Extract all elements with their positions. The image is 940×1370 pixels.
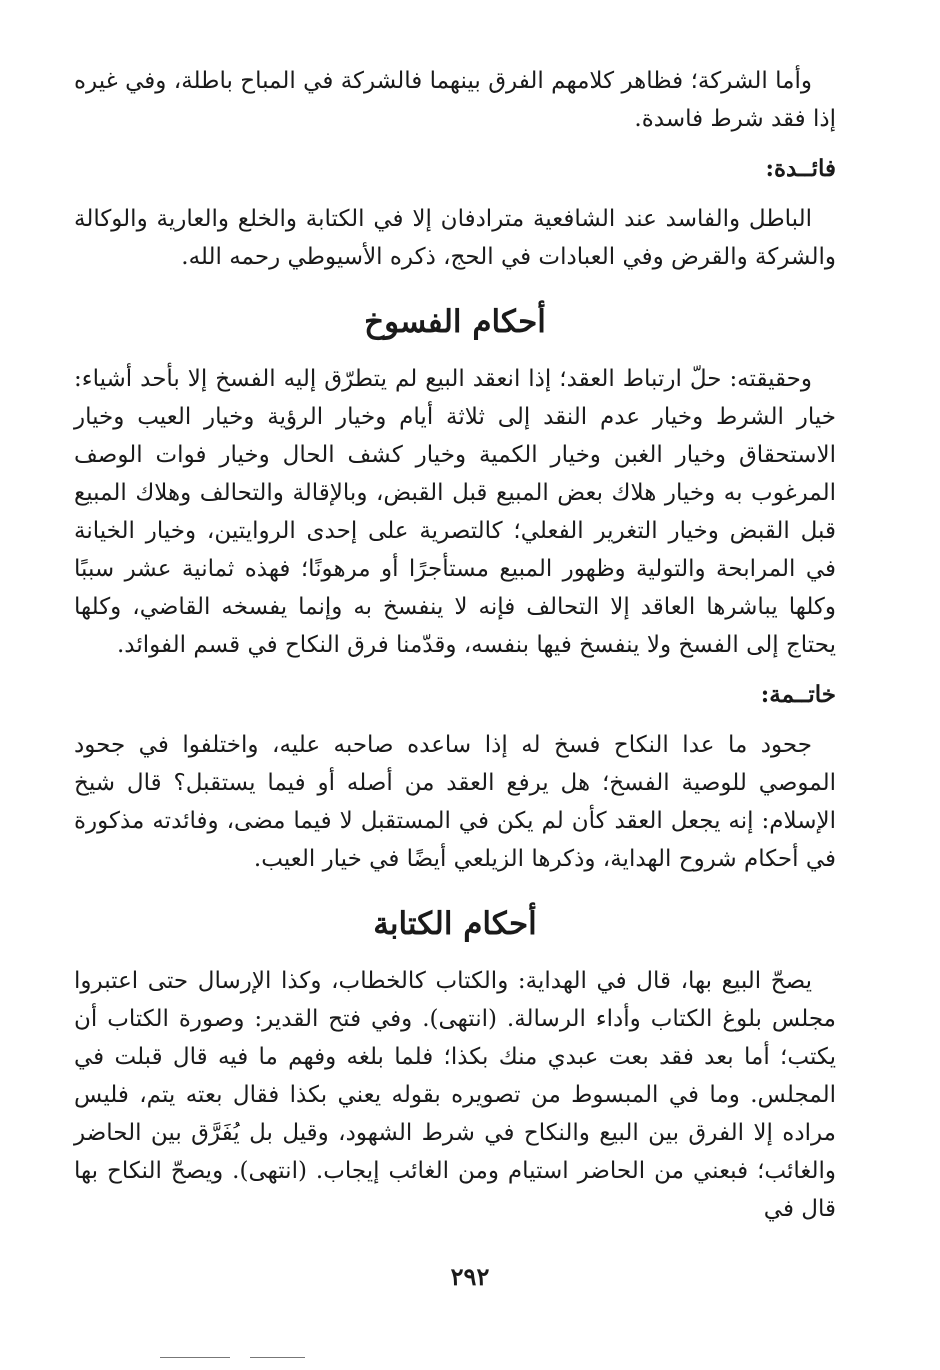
page-body [74, 62, 836, 1228]
section-heading-kitaba: أحكام الكتابة [373, 906, 537, 942]
paragraph-juhud: جحود ما عدا النكاح فسخ له إذا ساعده صاحبه عليه، واختلفوا في جحود الموصي للوصية الفسخ؛ هل يرفع العقد من أصله أو فيما يستقبل؟ قال شيخ الإسلام: إنه يجعل العقد كأن لم يكن في المستقبل لا فيما مضى، وفائدته مذكورة في أحكام شروح الهداية، وذكرها الزيلعي أيضًا في خيار العيب. [74, 732, 836, 872]
scan-artifact-line [160, 1357, 230, 1358]
paragraph-sharika: وأما الشركة؛ فظاهر كلامهم الفرق بينهما فالشركة في المباح باطلة، وفي غيره إذا فقد شرط فاسدة. [74, 68, 836, 132]
label-faida: فائــدة: [765, 155, 836, 182]
scan-artifact-line [250, 1357, 305, 1358]
paragraph-batil-fasid: الباطل والفاسد عند الشافعية مترادفان إلا في الكتابة والخلع والعارية والوكالة والشركة والقرض وفي العبادات في الحج، ذكره الأسيوطي رحمه الله. [74, 206, 836, 270]
page-number: ٢٩٢ [450, 1262, 490, 1291]
section-heading-fusukh: أحكام الفسوخ [364, 304, 546, 340]
paragraph-kitaba: يصحّ البيع بها، قال في الهداية: والكتاب كالخطاب، وكذا الإرسال حتى اعتبروا مجلس بلوغ الكتاب وأداء الرسالة. (انتهى). وفي فتح القدير: وصورة الكتاب أن يكتب؛ أما بعد فقد بعت عبدي منك بكذا؛ فلما بلغه وفهم ما فيه قال قبلت في المجلس. وما في المبسوط من تصويره بقوله يعني بكذا فقال بعته يتم، فليس مراده إلا الفرق بين البيع والنكاح في شرط الشهود، وقيل بل يُفَرَّق بين الحاضر والغائب؛ فبعني من الحاضر استيام ومن الغائب إيجاب. (انتهى). ويصحّ النكاح بها قال في [74, 968, 836, 1222]
label-khatima: خاتــمة: [760, 681, 836, 708]
paragraph-fusukh: وحقيقته: حلّ ارتباط العقد؛ إذا انعقد البيع لم يتطرّق إليه الفسخ إلا بأحد أشياء: خيار الشرط وخيار عدم النقد إلى ثلاثة أيام وخيار الرؤية وخيار العيب وخيار الاستحقاق وخيار الغبن وخيار الكمية وخيار كشف الحال وخيار فوات الوصف المرغوب به وخيار هلاك بعض المبيع قبل القبض، وبالإقالة والتحالف وهلاك المبيع قبل القبض وخيار التغرير الفعلي؛ كالتصرية على إحدى الروايتين، وخيار الخيانة في المرابحة والتولية وظهور المبيع مستأجرًا أو مرهونًا؛ فهذه ثمانية عشر سببًا وكلها يباشرها العاقد إلا التحالف فإنه لا ينفسخ به وإنما يفسخه القاضي، وكلها يحتاج إلى الفسخ ولا ينفسخ فيها بنفسه، وقدّمنا فرق النكاح في قسم الفوائد. [74, 366, 836, 658]
